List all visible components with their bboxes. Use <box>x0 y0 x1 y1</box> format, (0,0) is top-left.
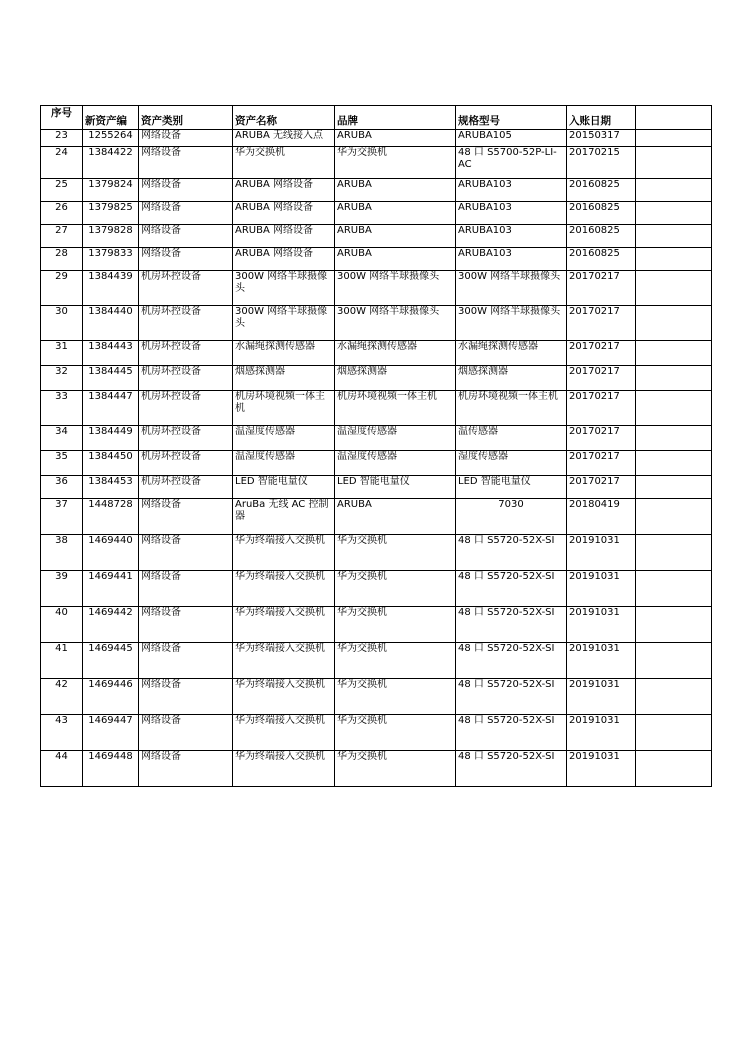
table-row <box>41 271 712 306</box>
cell-asset-name: 水漏绳探测传感器 <box>233 341 335 366</box>
cell-entry-date: 20170217 <box>567 391 636 426</box>
cell-extra <box>636 179 712 202</box>
cell-asset-name: AruBa 无线 AC 控制器 <box>233 499 335 535</box>
table-row <box>41 643 712 679</box>
cell-asset-code: 1469446 <box>83 679 139 715</box>
cell-model: 300W 网络半球摄像头 <box>456 306 567 341</box>
cell-model: 机房环境视频一体主机 <box>456 391 567 426</box>
cell-seq: 43 <box>41 715 83 751</box>
cell-asset-code: 1384453 <box>83 476 139 499</box>
table-header-row <box>41 106 712 130</box>
cell-seq: 23 <box>41 130 83 147</box>
cell-asset-code: 1384447 <box>83 391 139 426</box>
cell-model: 48 口 S5720-52X-SI <box>456 679 567 715</box>
cell-model: 48 口 S5720-52X-SI <box>456 571 567 607</box>
cell-brand: ARUBA <box>335 248 456 271</box>
cell-category: 网络设备 <box>139 715 233 751</box>
cell-brand: 华为交换机 <box>335 607 456 643</box>
cell-entry-date: 20191031 <box>567 679 636 715</box>
cell-entry-date: 20170217 <box>567 271 636 306</box>
cell-asset-code: 1384443 <box>83 341 139 366</box>
cell-brand: 华为交换机 <box>335 147 456 179</box>
cell-entry-date: 20170217 <box>567 451 636 476</box>
cell-model: 温传感器 <box>456 426 567 451</box>
cell-brand: ARUBA <box>335 499 456 535</box>
cell-extra <box>636 535 712 571</box>
table-row <box>41 751 712 787</box>
cell-asset-code: 1379833 <box>83 248 139 271</box>
cell-asset-name: 华为终端接入交换机 <box>233 715 335 751</box>
cell-asset-name: 温湿度传感器 <box>233 426 335 451</box>
table-row <box>41 391 712 426</box>
cell-extra <box>636 751 712 787</box>
cell-asset-name: 华为终端接入交换机 <box>233 571 335 607</box>
cell-seq: 36 <box>41 476 83 499</box>
cell-seq: 24 <box>41 147 83 179</box>
cell-asset-name: 300W 网络半球摄像头 <box>233 271 335 306</box>
cell-model: 48 口 S5720-52X-SI <box>456 607 567 643</box>
cell-category: 网络设备 <box>139 225 233 248</box>
cell-entry-date: 20170215 <box>567 147 636 179</box>
cell-model: ARUBA105 <box>456 130 567 147</box>
cell-brand: ARUBA <box>335 225 456 248</box>
cell-extra <box>636 679 712 715</box>
cell-entry-date: 20160825 <box>567 179 636 202</box>
cell-asset-name: LED 智能电量仪 <box>233 476 335 499</box>
table-row <box>41 248 712 271</box>
table-row <box>41 571 712 607</box>
cell-category: 网络设备 <box>139 751 233 787</box>
cell-asset-name: 华为终端接入交换机 <box>233 643 335 679</box>
cell-asset-code: 1469440 <box>83 535 139 571</box>
cell-category: 网络设备 <box>139 643 233 679</box>
cell-seq: 39 <box>41 571 83 607</box>
cell-asset-code: 1384439 <box>83 271 139 306</box>
cell-model: 7030 <box>456 499 567 535</box>
cell-brand: ARUBA <box>335 179 456 202</box>
cell-asset-code: 1469442 <box>83 607 139 643</box>
cell-asset-code: 1448728 <box>83 499 139 535</box>
cell-category: 机房环控设备 <box>139 341 233 366</box>
cell-entry-date: 20170217 <box>567 426 636 451</box>
cell-seq: 30 <box>41 306 83 341</box>
cell-extra <box>636 391 712 426</box>
cell-asset-name: ARUBA 网络设备 <box>233 248 335 271</box>
cell-category: 网络设备 <box>139 179 233 202</box>
cell-extra <box>636 225 712 248</box>
table-row <box>41 130 712 147</box>
cell-category: 网络设备 <box>139 202 233 225</box>
cell-category: 网络设备 <box>139 679 233 715</box>
cell-asset-code: 1384422 <box>83 147 139 179</box>
cell-brand: 华为交换机 <box>335 715 456 751</box>
cell-model: 烟感探测器 <box>456 366 567 391</box>
cell-category: 网络设备 <box>139 607 233 643</box>
cell-model: 48 口 S5720-52X-SI <box>456 751 567 787</box>
cell-model: ARUBA103 <box>456 225 567 248</box>
cell-asset-code: 1469448 <box>83 751 139 787</box>
table-row <box>41 499 712 535</box>
cell-asset-code: 1384449 <box>83 426 139 451</box>
cell-seq: 40 <box>41 607 83 643</box>
cell-seq: 33 <box>41 391 83 426</box>
cell-asset-code: 1469445 <box>83 643 139 679</box>
cell-extra <box>636 271 712 306</box>
cell-brand: 温湿度传感器 <box>335 426 456 451</box>
cell-seq: 42 <box>41 679 83 715</box>
cell-extra <box>636 366 712 391</box>
header-seq: 序号 <box>41 106 83 130</box>
cell-asset-code: 1379828 <box>83 225 139 248</box>
cell-seq: 35 <box>41 451 83 476</box>
table-body <box>41 130 712 787</box>
cell-category: 网络设备 <box>139 248 233 271</box>
cell-asset-name: 华为终端接入交换机 <box>233 679 335 715</box>
cell-model: ARUBA103 <box>456 248 567 271</box>
cell-extra <box>636 248 712 271</box>
cell-asset-code: 1384445 <box>83 366 139 391</box>
cell-category: 机房环控设备 <box>139 271 233 306</box>
cell-entry-date: 20191031 <box>567 607 636 643</box>
cell-entry-date: 20191031 <box>567 751 636 787</box>
cell-category: 机房环控设备 <box>139 391 233 426</box>
cell-model: 48 口 S5720-52X-SI <box>456 535 567 571</box>
header-extra <box>636 106 712 130</box>
cell-entry-date: 20191031 <box>567 643 636 679</box>
cell-seq: 41 <box>41 643 83 679</box>
table-row <box>41 451 712 476</box>
cell-model: 水漏绳探测传感器 <box>456 341 567 366</box>
cell-asset-name: ARUBA 网络设备 <box>233 179 335 202</box>
table-row <box>41 607 712 643</box>
table-row <box>41 715 712 751</box>
cell-brand: ARUBA <box>335 202 456 225</box>
cell-seq: 44 <box>41 751 83 787</box>
cell-category: 机房环控设备 <box>139 366 233 391</box>
cell-model: 湿度传感器 <box>456 451 567 476</box>
cell-extra <box>636 499 712 535</box>
cell-category: 网络设备 <box>139 535 233 571</box>
cell-brand: 水漏绳探测传感器 <box>335 341 456 366</box>
cell-brand: 机房环境视频一体主机 <box>335 391 456 426</box>
table-row <box>41 202 712 225</box>
header-asset-name: 资产名称 <box>233 106 335 130</box>
table-row <box>41 366 712 391</box>
header-model: 规格型号 <box>456 106 567 130</box>
cell-seq: 37 <box>41 499 83 535</box>
cell-entry-date: 20191031 <box>567 535 636 571</box>
cell-seq: 32 <box>41 366 83 391</box>
cell-asset-code: 1384440 <box>83 306 139 341</box>
cell-extra <box>636 306 712 341</box>
header-category: 资产类别 <box>139 106 233 130</box>
cell-seq: 31 <box>41 341 83 366</box>
header-brand: 品牌 <box>335 106 456 130</box>
cell-extra <box>636 202 712 225</box>
cell-category: 网络设备 <box>139 499 233 535</box>
cell-extra <box>636 426 712 451</box>
cell-asset-name: 烟感探测器 <box>233 366 335 391</box>
cell-category: 网络设备 <box>139 147 233 179</box>
header-entry-date: 入账日期 <box>567 106 636 130</box>
cell-asset-code: 1379824 <box>83 179 139 202</box>
cell-entry-date: 20160825 <box>567 225 636 248</box>
cell-extra <box>636 715 712 751</box>
cell-model: 48 口 S5720-52X-SI <box>456 643 567 679</box>
cell-seq: 28 <box>41 248 83 271</box>
cell-asset-code: 1384450 <box>83 451 139 476</box>
cell-category: 网络设备 <box>139 571 233 607</box>
cell-brand: 烟感探测器 <box>335 366 456 391</box>
cell-entry-date: 20191031 <box>567 571 636 607</box>
cell-category: 机房环控设备 <box>139 306 233 341</box>
cell-seq: 27 <box>41 225 83 248</box>
cell-entry-date: 20170217 <box>567 306 636 341</box>
table-row <box>41 147 712 179</box>
cell-entry-date: 20160825 <box>567 202 636 225</box>
cell-brand: 华为交换机 <box>335 679 456 715</box>
cell-entry-date: 20170217 <box>567 476 636 499</box>
cell-extra <box>636 130 712 147</box>
cell-model: ARUBA103 <box>456 202 567 225</box>
cell-entry-date: 20160825 <box>567 248 636 271</box>
cell-seq: 34 <box>41 426 83 451</box>
cell-asset-code: 1255264 <box>83 130 139 147</box>
cell-extra <box>636 341 712 366</box>
cell-seq: 38 <box>41 535 83 571</box>
cell-extra <box>636 607 712 643</box>
cell-brand: 华为交换机 <box>335 643 456 679</box>
cell-extra <box>636 571 712 607</box>
header-asset-code: 新资产编 <box>83 106 139 130</box>
table-row <box>41 225 712 248</box>
cell-extra <box>636 451 712 476</box>
cell-entry-date: 20180419 <box>567 499 636 535</box>
cell-asset-name: ARUBA 网络设备 <box>233 202 335 225</box>
cell-seq: 26 <box>41 202 83 225</box>
cell-seq: 25 <box>41 179 83 202</box>
cell-entry-date: 20170217 <box>567 341 636 366</box>
cell-model: LED 智能电量仪 <box>456 476 567 499</box>
cell-brand: 300W 网络半球摄像头 <box>335 306 456 341</box>
cell-seq: 29 <box>41 271 83 306</box>
table-row <box>41 341 712 366</box>
cell-category: 机房环控设备 <box>139 476 233 499</box>
cell-extra <box>636 476 712 499</box>
table-row <box>41 306 712 341</box>
cell-category: 机房环控设备 <box>139 426 233 451</box>
cell-brand: 华为交换机 <box>335 535 456 571</box>
cell-entry-date: 20191031 <box>567 715 636 751</box>
cell-model: 300W 网络半球摄像头 <box>456 271 567 306</box>
cell-entry-date: 20150317 <box>567 130 636 147</box>
cell-asset-code: 1379825 <box>83 202 139 225</box>
cell-asset-name: ARUBA 网络设备 <box>233 225 335 248</box>
table-row <box>41 179 712 202</box>
cell-asset-name: 机房环境视频一体主机 <box>233 391 335 426</box>
cell-asset-name: 温湿度传感器 <box>233 451 335 476</box>
cell-model: ARUBA103 <box>456 179 567 202</box>
cell-asset-name: 华为终端接入交换机 <box>233 751 335 787</box>
cell-brand: 华为交换机 <box>335 571 456 607</box>
cell-brand: 华为交换机 <box>335 751 456 787</box>
cell-category: 网络设备 <box>139 130 233 147</box>
cell-extra <box>636 147 712 179</box>
cell-asset-name: 华为终端接入交换机 <box>233 535 335 571</box>
cell-asset-name: ARUBA 无线接入点 <box>233 130 335 147</box>
table-row <box>41 476 712 499</box>
table-row <box>41 426 712 451</box>
cell-entry-date: 20170217 <box>567 366 636 391</box>
cell-brand: ARUBA <box>335 130 456 147</box>
cell-brand: LED 智能电量仪 <box>335 476 456 499</box>
asset-table <box>40 105 712 787</box>
cell-extra <box>636 643 712 679</box>
cell-asset-name: 华为交换机 <box>233 147 335 179</box>
cell-asset-name: 300W 网络半球摄像头 <box>233 306 335 341</box>
cell-brand: 300W 网络半球摄像头 <box>335 271 456 306</box>
cell-asset-name: 华为终端接入交换机 <box>233 607 335 643</box>
cell-asset-code: 1469441 <box>83 571 139 607</box>
cell-model: 48 口 S5700-52P-LI-AC <box>456 147 567 179</box>
cell-category: 机房环控设备 <box>139 451 233 476</box>
table-row <box>41 679 712 715</box>
cell-model: 48 口 S5720-52X-SI <box>456 715 567 751</box>
cell-brand: 温湿度传感器 <box>335 451 456 476</box>
table-row <box>41 535 712 571</box>
cell-asset-code: 1469447 <box>83 715 139 751</box>
